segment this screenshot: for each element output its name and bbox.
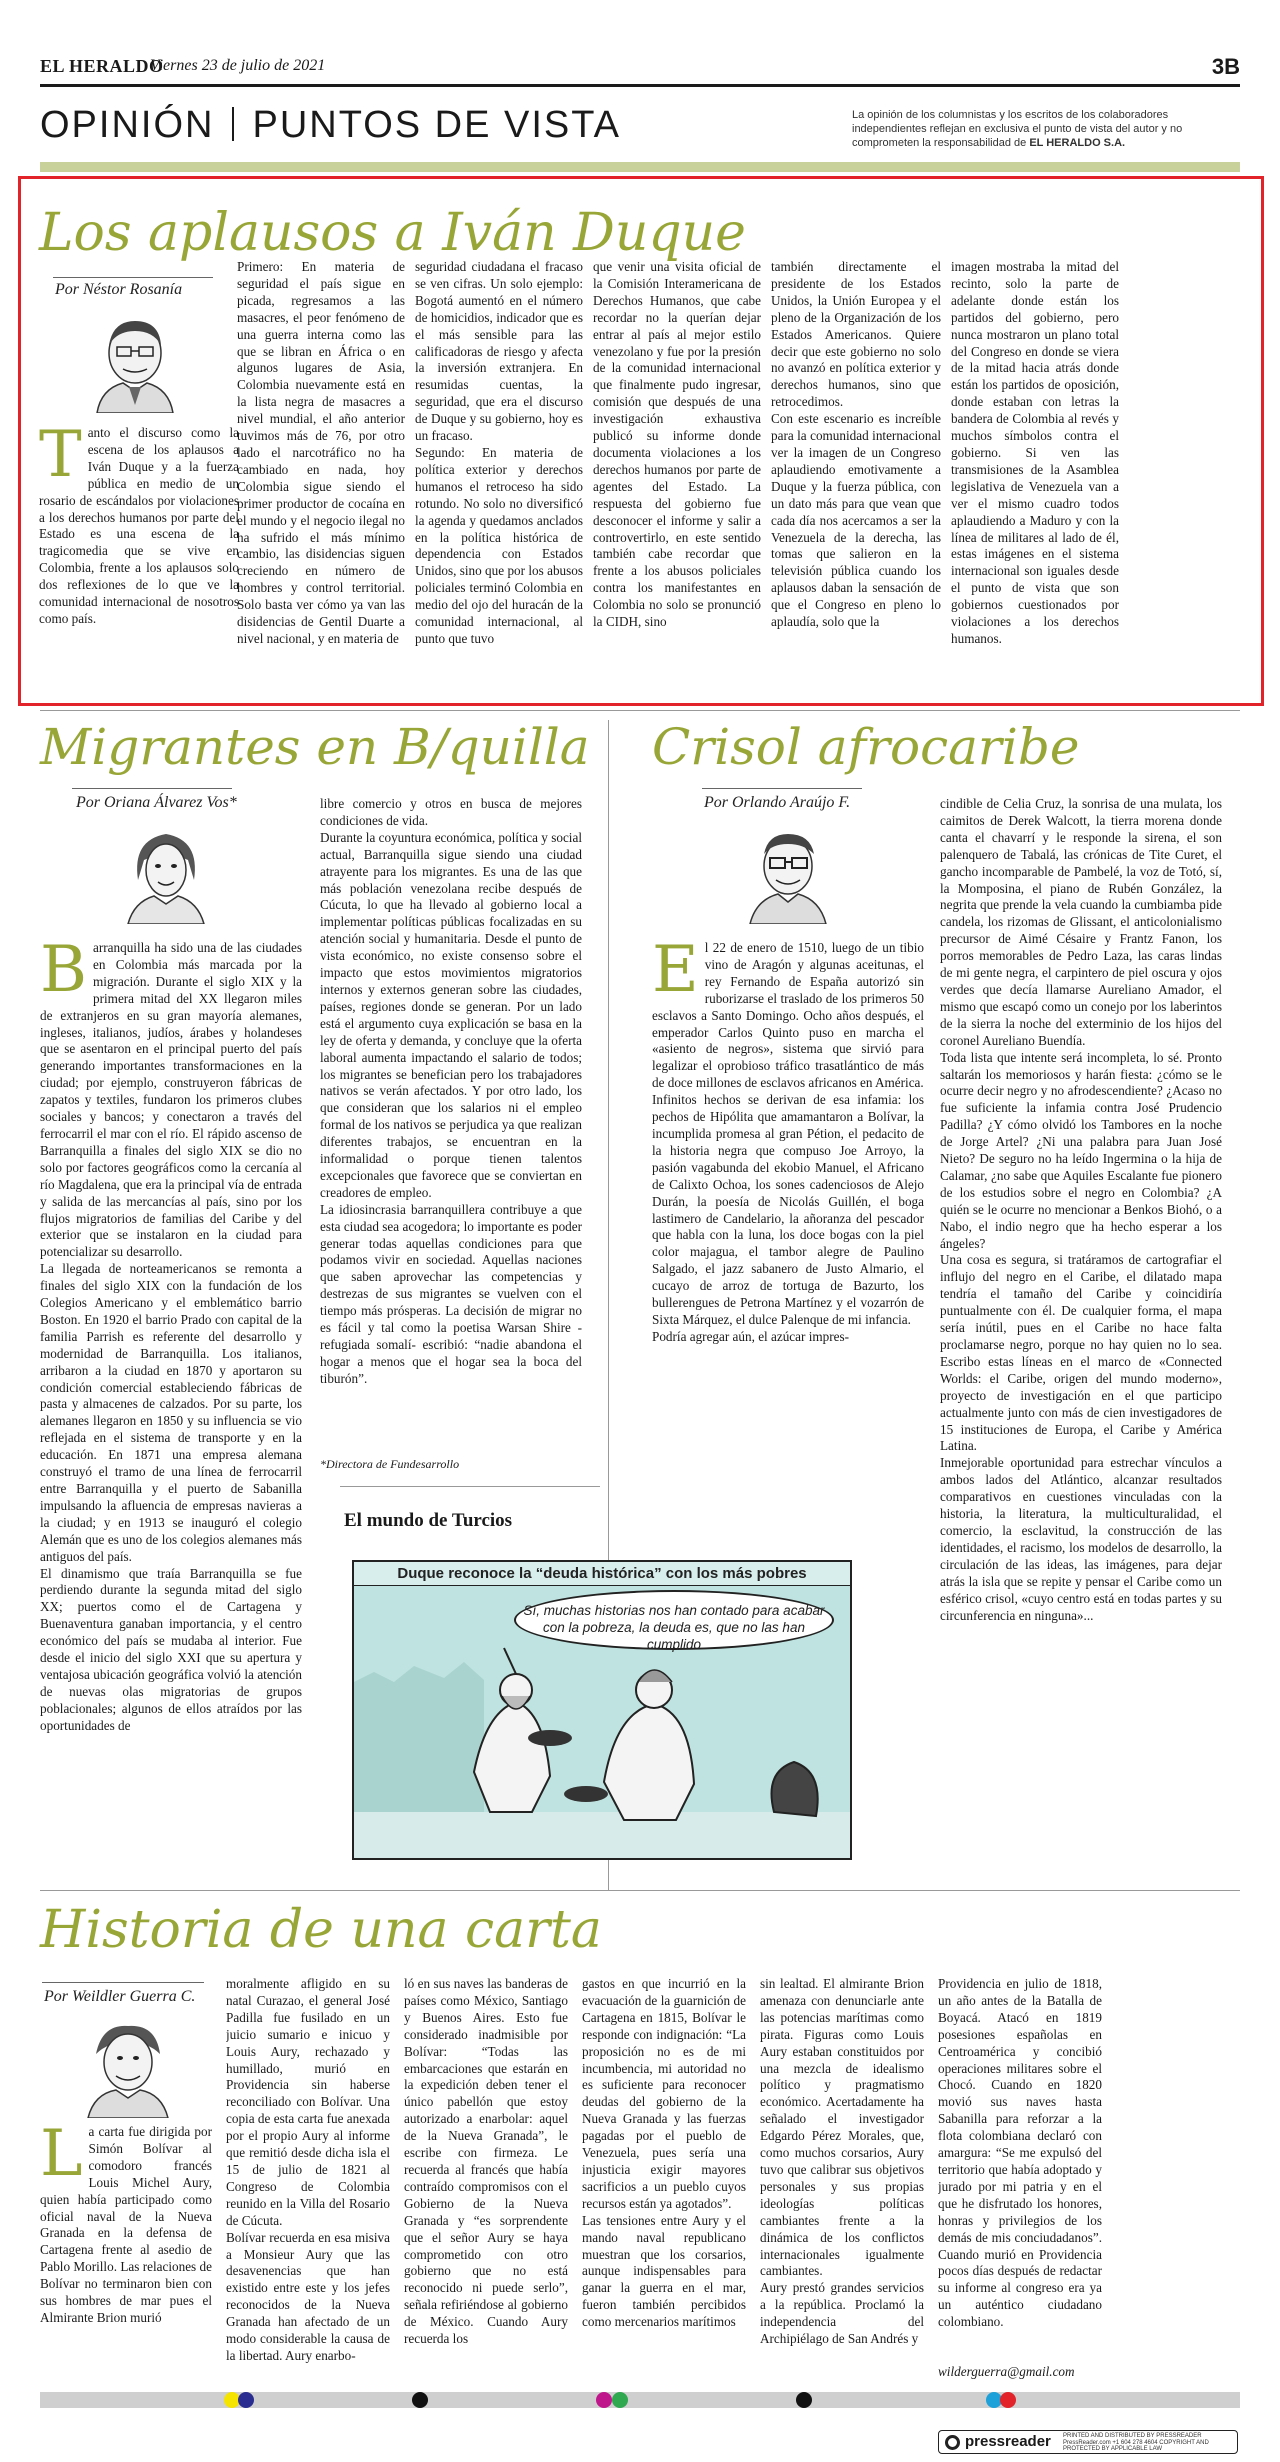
cartoon-section-title: El mundo de Turcios [344,1510,513,1531]
drop-cap: E [652,940,699,1007]
article-byline: Por Oriana Álvarez Vos* [76,794,237,811]
registration-dot [596,2392,612,2408]
article-column [40,2124,212,2384]
byline-rule [72,788,232,789]
byline-rule [702,788,862,789]
article-los-aplausos[interactable] [18,176,1264,706]
disclaimer-brand: EL HERALDO S.A. [1029,137,1126,149]
registration-dot [412,2392,428,2408]
author-portrait-icon [118,820,214,924]
byline-rule [53,277,213,278]
article-column: moralmente afligido en su natal Curazao, el general José Padilla fue fusilado en un juicio sumario e inicuo y Louis Aury, rechazado y humillado, murió en Providencia sin haberse reconciliado con Bolívar. Una copia de esta carta fue anexada por el propio Aury al informe que remitió desde dicha isla el 15 de julio de 1821 al Congreso de Colombia reunido en la Villa del Rosario de Cúcuta. Bolívar recuerda en esa misiva a Monsieur Aury que las desavenencias que han existido entre este y los jefes reconocidos de la Nueva Granada han afectado de un modo considerable la causa de la libertad. Aury enarbo- [226,1976,390,2363]
opinion-disclaimer [852,108,1242,150]
article-column: Primero: En materia de seguridad el país sigue en picada, regresamos a las masacres, el peor fenómeno de una guerra interna como las que se libran en África o en algunos lugares de Asia, Colombia nuevamente está en la lista negra de masacres a nivel mundial, el año anterior tuvimos más de 76, por otro lado el narcotráfico no ha cambiado en nada, hoy Colombia sigue siendo el primer productor de cocaína en el mundo y el negocio ilegal no ha sufrido el más mínimo cambio, las disidencias siguen creciendo en número de hombres y control territorial. Solo basta ver cómo ya van las disidencias de Gentil Duarte a nivel nacional, y en materia de [237,259,405,646]
article-column: Providencia en julio de 1818, un año antes de la Batalla de Boyacá. Atacó en 1819 posesiones españolas en Centroamérica y concibió operaciones militares sobre el Chocó. Cuando en 1820 movió sus naves hasta Sabanilla para reforzar a la flota colombiana declaró con amargura: “Se me expulsó del territorio que había adoptado y jurado por mi patria y en el que he disfrutado los honores, honras y privilegios de los demás de mis conciudadanos”. Cuando murió en Providencia pocos días después de redactar su informe al congreso era ya un auténtico ciudadano colombiano. [938,1976,1102,2330]
section-divider [232,107,234,141]
article-byline: Por Orlando Araújo F. [704,794,851,811]
article-historia-carta[interactable] [40,1896,1240,2386]
article-column [652,940,924,1660]
article-crisol[interactable] [620,714,1240,1884]
pressreader-fine-print: PRINTED AND DISTRIBUTED BY PRESSREADER PressReader.com +1 604 278 4604 COPYRIGHT AND PROTECTED BY APPLICABLE LAW [1063,2433,1209,2452]
drop-cap: L [40,2124,83,2191]
disclaimer-text: La opinión de los columnistas y los escritos de los colaboradores independientes reflejan en exclusiva el punto de vista del autor y no comprometen la responsabilidad de [852,109,1183,149]
masthead [40,56,1240,80]
print-registration-bar [40,2392,1240,2408]
newspaper-brand: EL HERALDO [40,56,164,76]
article-byline: Por Weildler Guerra C. [44,1988,196,2005]
article-headline: Migrantes en B/quilla [40,718,590,776]
registration-dot [1000,2392,1016,2408]
column-text: anto el discurso como la escena de los aplausos a Iván Duque y a la fuerza pública en medio de un rosario de escándalos por violaciones a los derechos humanos por parte del Estado es una escena de la tragicomedia que se vive en Colombia, frente a los aplausos solo dos reflexiones de lo que ve la comunidad internacional de nosotros como país. [39,425,239,626]
article-column: gastos en que incurrió en la evacuación de la guarnición de Cartagena en 1815, Bolívar le responde con indignación: “La proposición no es de mi incumbencia, mi autoridad no es suficiente para reconocer deudas del gobierno de la Nueva Granada y las fuerzas pagadas por el pueblo de Venezuela, pues sería una injusticia exigir mayores sacrificios a un pueblo cuyos recursos están ya agotados”. Las tensiones entre Aury y el mando naval republicano muestran que los corsarios, aunque indispensables para ganar la guerra en el mar, fueron también percibidos como mercenarios marítimos [582,1976,746,2330]
article-column: también directamente el presidente de los Estados Unidos, la Unión Europea y el pleno de la Organización de los Estados Americanos. Quiere decir que este gobierno no solo no avanzó en política exterior y derechos humanos, sino que retrocedimos. Con este escenario es increíble para la comunidad internacional ver la imagen de un Congreso aplaudiendo emotivamente a Duque y la fuerza pública, con un dato más para que vean que cada día nos acercamos a ser la Venezuela de la derecha, las tomas que salieron en la televisión pública cuando los aplausos daban la sensación de que el Congreso en pleno lo aplaudía, solo que la [771,259,941,630]
column-text: arranquilla ha sido una de las ciudades en Colombia más marcada por la migración. Durante el siglo XIX y la primera mitad del XX llegaron miles de extranjeros en su gran mayoría alemanes, ingleses, italianos, judíos, árabes y holandeses que se asentaron en el principal puerto del país generando importantes transformaciones en la ciudad; por ejemplo, construyeron fábricas de zapatos y textiles, fundaron los primeros clubes sociales y bancos; y conectaron a través del ferrocarril el mar con el río. El rápido ascenso de Barranquilla a finales del siglo XIX se dio no solo por factores geográficos como la cercanía al río Magdalena, que era la principal vía de entrada y salida de las mercancías al país, sino por los flujos migratorios de familias del Caribe y del exterior que se instalaron en la ciudad para potencializar su desarrollo. La llegada de norteamericanos se remonta a finales del siglo XIX con la fundación de los Colegios Americano y el emblemático barrio Boston. En 1920 el barrio Prado con capital de la familia Parrish es referente del desarrollo y modernidad de Barranquilla. Los italianos, arribaron a la ciudad en 1870 y aportaron su condición comercial estableciendo fábricas de pasta y almacenes de calzados. Por su parte, los alemanes llegaron en 1850 y su influencia se vio reflejada en el sistema de transporte y en la educación. En 1871 una empresa alemana construyó el tramo de una línea de ferrocarril entre Barranquilla y el puerto de Sabanilla impulsando la afluencia de empresas navieras a la ciudad; y en 1913 se inauguró el colegio Alemán que es uno de los colegios alemanes más antiguos del país. El dinamismo que traía Barranquilla se fue perdiendo durante la segunda mitad del siglo XX; puertos como el de Cartagena y Buenaventura ganaban importancia, y el centro económico del país se mudaba al interior. Fue desde el inicio del siglo XXI que su apertura y ventajosa ubicación geográfica volvió la atención de nuevas olas migratorias de grupos poblacionales; algunos de ellos atraídos por las oportunidades de [40,940,302,1733]
article-headline: Historia de una carta [40,1900,602,1960]
author-portrait-icon [738,820,838,924]
author-portrait-icon [83,309,187,413]
masthead-rule [40,84,1240,87]
cartoon-caption: Duque reconoce la “deuda histórica” con los más pobres [354,1562,850,1586]
pressreader-badge[interactable] [938,2430,1238,2454]
page-number: 3B [1211,54,1240,79]
article-headline: Crisol afrocaribe [652,718,1080,776]
issue-date: Viernes 23 de julio de 2021 [150,57,326,74]
article-column: sin lealtad. El almirante Brion amenaza con denunciarle ante las potencias marítimas como pirata. Figuras como Louis Aury estaban constituidos por una mezcla de idealismo político y pragmatismo económico. Acertadamente ha señalado el investigador Edgardo Pérez Morales, que, como muchos corsarios, Aury tuvo que calibrar sus objetivos personales y sus propias ideologías políticas cambiantes frente a la dinámica de los conflictos internacionales igualmente cambiantes. Aury prestó grandes servicios a la república. Proclamó la independencia del Archipiélago de San Andrés y [760,1976,924,2347]
registration-dot [612,2392,628,2408]
section-title [40,104,621,147]
byline-rule [42,1982,204,1983]
column-text: l 22 de enero de 1510, luego de un tibio vino de Aragón y algunas aceitunas, el rey Fernando de España autorizó sin ruborizarse el traslado de los primeros 50 esclavos a Santo Domingo. Ocho años después, el emperador Carlos Quinto puso en marcha el «asiento de negros», sistema que sirvió para legalizar el oprobioso tráfico trasatlántico de más de doce millones de esclavos africanos en América. Infinitos hechos se derivan de esa infamia: los pechos de Hipólita que amamantaron a Bolívar, la incumplida promesa al gran Pétion, el pedacito de la historia negra que compuso Joe Arroyo, la pasión vagabunda del ekobio Manuel, el Africano de Calixto Ochoa, los sones cadenciosos de Alejo Durán, la poesía de Nicolás Guillén, el boga lastimero de Candelario, la añoranza del pescador que habla con la luna, los doce bogas con la piel color majagua, el tambor alegre de Paulino Salgado, el jazz sabanero de Justo Almario, el cucayo de arroz de tortuga de Bazurto, los bullerengues de Petrona Martínez y el vozarrón de Sixta Márquez, el dulce Palenque de mi infancia. Podría agregar aún, el azúcar impres- [652,940,924,1344]
column-text: a carta fue dirigida por Simón Bolívar al comodoro francés Louis Michel Aury, quien había participado como oficial naval de la Nueva Granada en la defensa de Cartagena frente al asedio de Pablo Morillo. Las relaciones de Bolívar no terminaron bien con sus hombres de mar pues el Almirante Brion murió [40,2124,212,2325]
article-column: imagen mostraba la mitad del recinto, solo la parte de adelante donde están los partidos del gobierno, pero nunca mostraron un plano total del Congreso en donde se viera de la mitad hacia atrás donde están los partidos de oposición, donde estaban con letras la bandera de Colombia al revés y muchos símbolos contra el gobierno. Si ven las transmisiones de la Asamblea legislativa de Venezuela van a ver el mismo cuadro todos aplaudiendo a Maduro y con la línea de militares al lado de él, estas imágenes en el sistema internacional son iguales desde el punto de vista que son gobiernos cuestionados por violaciones a los derechos humanos. [951,259,1119,646]
article-footnote: *Directora de Fundesarrollo [320,1457,460,1471]
speech-bubble: Sí, muchas historias nos han contado para acabar con la pobreza, la deuda es, que no las han cumplido [514,1590,834,1650]
article-column: que venir una visita oficial de la Comisión Interamericana de Derechos Humanos, que cabe recordar no la querían dejar entrar al país al mejor estilo venezolano y fue por la presión de la comunidad internacional que finalmente pudo ingresar, comisión que después de una investigación exhaustiva publicó su informe donde documenta violaciones a los derechos humanos por parte de agentes del Estado. La respuesta del gobierno fue desconocer el informe y salir a controvertirlo, en este sentido también cabe recordar que frente a los abusos policiales contra los manifestantes en Colombia no solo se pronunció la CIDH, sino [593,259,761,630]
section-divider-line [40,710,1240,711]
article-column: libre comercio y otros en busca de mejores condiciones de vida. Durante la coyuntura económica, política y social actual, Barranquilla sigue siendo una ciudad atrayente para los migrantes. Es una de las que más población venezolana recibe después de Cúcuta, lo que ha llevado al gobierno local a implementar políticas públicas focalizadas en su atención social y humanitaria. Desde el punto de vista económico, no existe consenso sobre el impacto que estos movimientos migratorios internos y externos generan sobre las ciudades, países, regiones donde se generan. Por un lado está el argumento cuya explicación se basa en la ley de oferta y demanda, y concluye que la oferta laboral aumenta impactando el salario de todos; los migrantes se benefician pero los trabajadores nativos se verán afectados. Y por otro lado, los que consideran que los salarios ni el empleo formal de los nativos se perjudica ya que realizan diferentes trabajos, se encuentran en la informalidad o porque tienen talentos excepcionales que favorece que se conviertan en creadores de empleo. La idiosincrasia barranquillera contribuye a que esta ciudad sea acogedora; lo importante es poder generar todas aquellas condiciones para que podamos vivir en sociedad. Aquellas naciones que saben aprovechar las competencias y destrezas de sus migrantes se vuelven con el tiempo más prósperas. La decisión de migrar no es fácil y tal como la poetisa Warsan Shire -refugiada somalí- escribió: “nadie abandona el hogar a menos que el hogar sea la boca del tiburón”. [320,796,582,1386]
author-email[interactable]: wilderguerra@gmail.com [938,2364,1075,2379]
section-name: OPINIÓN [40,104,215,146]
article-column: cindible de Celia Cruz, la sonrisa de una mulata, los caimitos de Derek Walcott, la tierra morena donde canta el chavarrí y le responde la sirena, el son palenquero de Tabalá, las crónicas de Tite Curet, el gancho incomparable de Pambelé, la voz de Totó, sí, la Momposina, el piano de Rubén González, la negrita que prende la vela cuando la cumbiamba pide candela, los rizomas de Glissant, el anticolonialismo precursor de Aimé Césaire y Frantz Fanon, los porros memorables de Pedro Laza, las caras lindas de mi gente negra, el carpintero de piel oscura y ojos verdes que decía llamarse Aureliano Amador, el mismo que escapó como un conejo por los laberintos de la sierra la noche del exterminio de los hijos del coronel Aureliano Buendía. Toda lista que intente será incompleta, lo sé. Pronto saltarán los memoriosos y harán fiesta: ¿cómo se le ocurre decir negro y no afrodescendiente? ¿Acaso no fue suficiente la infamia contra José Prudencio Padilla? ¿Y cómo olvidó los Tambores en la noche de Jorge Artel? ¿Ni una palabra para Juan José Nieto? De seguro no ha leído Ingermina o la hija de Calamar, ¿no sabe que Aquiles Escalante fue pionero de los estudios sobre el negro en Colombia? ¿A quién se le ocurre no mencionar a Benkos Biohó, o a Nabo, el indio negro que ha hecho esperar a los ángeles? Una cosa es segura, si tratáramos de cartografiar el influjo del negro en el Caribe, el dilatado mapa tendría el tamaño del Caribe y coincidiría puntualmente con él. De cualquier forma, el mapa sería inútil, pues en el Caribe no hace falta proclamarse negro, porque no hay quien no lo sea. Escribo estas líneas en el marco de «Connected Worlds: el Caribe, origen del mundo moderno», proyecto de investigación en el que participo actualmente junto con más de cien investigadores de 15 instituciones de Europa, el Caribe y América Latina. Inmejorable oportunidad para estrechar vínculos a ambos lados del Atlántico, alcanzar resultados comparativos en cuestiones vinculadas con la historia, la literatura, la multiculturalidad, el comercio, la esclavitud, la construcción de las identidades, el racismo, los modelos de desarrollo, la circulación de las ideas, las imágenes, para dejar atrás la isla que se repite y pensar el Caribe como un esférico crisol, «cuyo centro está en todas partes y su circunferencia en ninguna»... [940,796,1222,1623]
registration-dot [238,2392,254,2408]
section-accent-bar [40,162,1240,172]
article-byline: Por Néstor Rosanía [55,281,183,298]
section-divider-line [40,1890,1240,1891]
cartoon-top-rule [340,1486,600,1487]
article-headline: Los aplausos a Iván Duque [39,203,746,263]
drop-cap: B [40,940,88,1007]
pressreader-logo-icon [945,2435,960,2450]
article-column: seguridad ciudadana el fracaso se ven cifras. Un solo ejemplo: Bogotá aumentó en el número de homicidios, indicador que es el más sensible para las calificadoras de riesgo y afecta la inversión extranjera. En resumidas cuentas, la seguridad, que era el discurso de Duque y su gobierno, hoy es un fracaso. Segundo: En materia de política exterior y derechos humanos el retroceso ha sido rotundo. No solo no diversificó la agenda y quedamos anclados en la política histórica de dependencia con Estados Unidos, sino que por los abusos policiales terminó Colombia en medio del ojo del huracán de la comunidad internacional, al punto que tuvo [415,259,583,646]
drop-cap: T [39,425,82,492]
subsection-name: PUNTOS DE VISTA [252,104,622,146]
article-column [40,940,302,1880]
author-portrait-icon [76,2014,180,2118]
registration-dot [796,2392,812,2408]
article-column: ló en sus naves las banderas de países como México, Santiago y Buenos Aires. Esto fue considerado inadmisible por Bolívar: “Todas las embarcaciones que estarán en la expedición deben tener el único pabellón que estoy autorizado a enarbolar: aquel de la Nueva Granada”, le escribe con firmeza. Le recuerda al francés que había contraído compromisos con el Gobierno de la Nueva Granada y “es sorprendente que el señor Aury se haya comprometido con otro gobierno que no está reconocido ni puede serlo”, señala refiriéndose al gobierno de México. Cuando Aury recuerda los [404,1976,568,2347]
article-column [39,425,239,679]
pressreader-brand: pressreader [965,2433,1051,2450]
